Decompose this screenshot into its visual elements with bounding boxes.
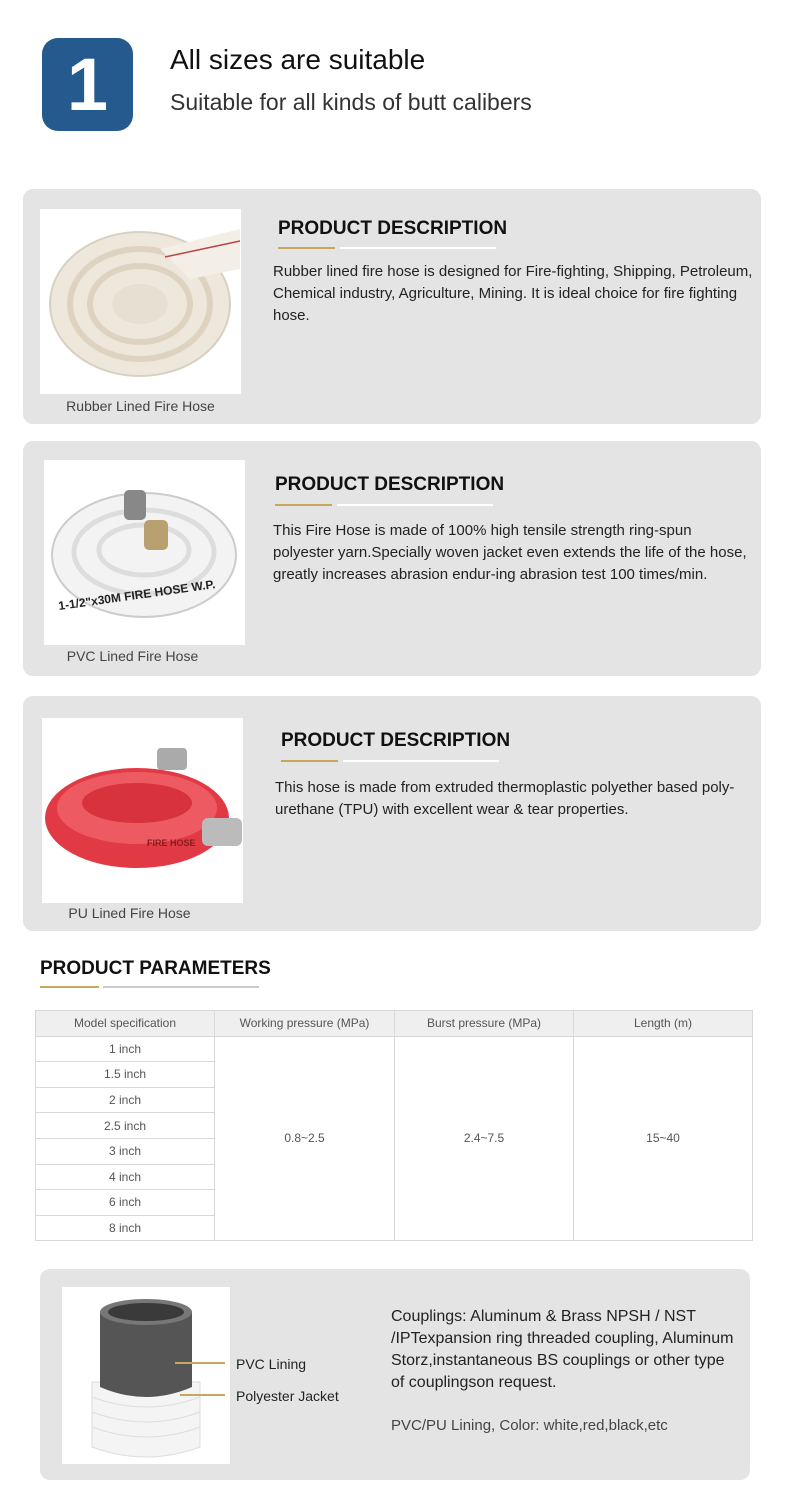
length-cell: 15~40	[574, 1036, 753, 1241]
product-caption: Rubber Lined Fire Hose	[66, 398, 215, 414]
product-caption: PU Lined Fire Hose	[68, 905, 191, 921]
polyester-jacket-label: Polyester Jacket	[236, 1388, 339, 1404]
heading-underline-accent	[40, 986, 99, 988]
couplings-description: Couplings: Aluminum & Brass NPSH / NST /IPTexpansion ring threaded coupling, Aluminum Storz,instantaneous BS couplings or other type of couplingson request.	[391, 1308, 734, 1391]
product-description: This hose is made from extruded thermoplastic polyether based poly-urethane (TPU) with excellent wear & tear properties.	[275, 779, 735, 818]
lining-pointer-line	[175, 1362, 225, 1364]
product-description: This Fire Hose is made of 100% high tensile strength ring-spun polyester yarn.Specially woven jacket even extends the life of the hose, greatly increases abrasion endur-ing abrasion test 100 times/min.	[273, 522, 747, 583]
column-header: Working pressure (MPa)	[215, 1011, 395, 1037]
product-heading: PRODUCT DESCRIPTION	[281, 730, 511, 751]
product-heading: PRODUCT DESCRIPTION	[275, 474, 505, 495]
model-cell: 1 inch	[36, 1036, 215, 1062]
parameters-heading: PRODUCT PARAMETERS	[40, 958, 271, 979]
heading-underline-accent	[278, 247, 335, 249]
parameters-table	[35, 1010, 753, 1241]
heading-underline	[343, 760, 499, 762]
model-cell: 6 inch	[36, 1190, 215, 1216]
column-header: Length (m)	[574, 1011, 753, 1037]
hose-print-text: 1-1/2"x30M FIRE HOSE W.P.	[57, 577, 217, 613]
model-cell: 2 inch	[36, 1087, 215, 1113]
working-pressure-cell: 0.8~2.5	[215, 1036, 395, 1241]
lining-color-text: PVC/PU Lining, Color: white,red,black,etc	[391, 1417, 668, 1434]
rubber-hose-image	[40, 209, 241, 394]
heading-underline	[103, 986, 259, 988]
model-cell: 2.5 inch	[36, 1113, 215, 1139]
table-header-row	[36, 1011, 753, 1037]
model-cell: 4 inch	[36, 1164, 215, 1190]
heading-underline	[337, 504, 493, 506]
table-row	[36, 1036, 753, 1062]
column-header: Model specification	[36, 1011, 215, 1037]
pu-hose-image	[42, 718, 243, 903]
product-description: Rubber lined fire hose is designed for Fire-fighting, Shipping, Petroleum, Chemical industry, Agriculture, Mining. It is ideal choice for fire fighting hose.	[273, 263, 753, 324]
pvc-lining-label: PVC Lining	[236, 1356, 307, 1372]
heading-underline	[340, 247, 496, 249]
product-heading: PRODUCT DESCRIPTION	[278, 218, 508, 239]
heading-underline-accent	[275, 504, 332, 506]
burst-pressure-cell: 2.4~7.5	[395, 1036, 574, 1241]
model-cell: 3 inch	[36, 1138, 215, 1164]
model-cell: 8 inch	[36, 1215, 215, 1241]
hose-cross-section-image	[62, 1287, 230, 1464]
pvc-hose-image	[44, 460, 245, 645]
product-caption: PVC Lined Fire Hose	[66, 648, 199, 664]
section-subtitle: Suitable for all kinds of butt calibers	[170, 89, 532, 115]
heading-underline-accent	[281, 760, 338, 762]
model-cell: 1.5 inch	[36, 1062, 215, 1088]
hose-print-text: FIRE HOSE	[147, 838, 196, 848]
jacket-pointer-line	[180, 1394, 225, 1396]
section-title: All sizes are suitable	[170, 44, 426, 75]
column-header: Burst pressure (MPa)	[395, 1011, 574, 1037]
step-number-badge: 1	[42, 38, 133, 131]
